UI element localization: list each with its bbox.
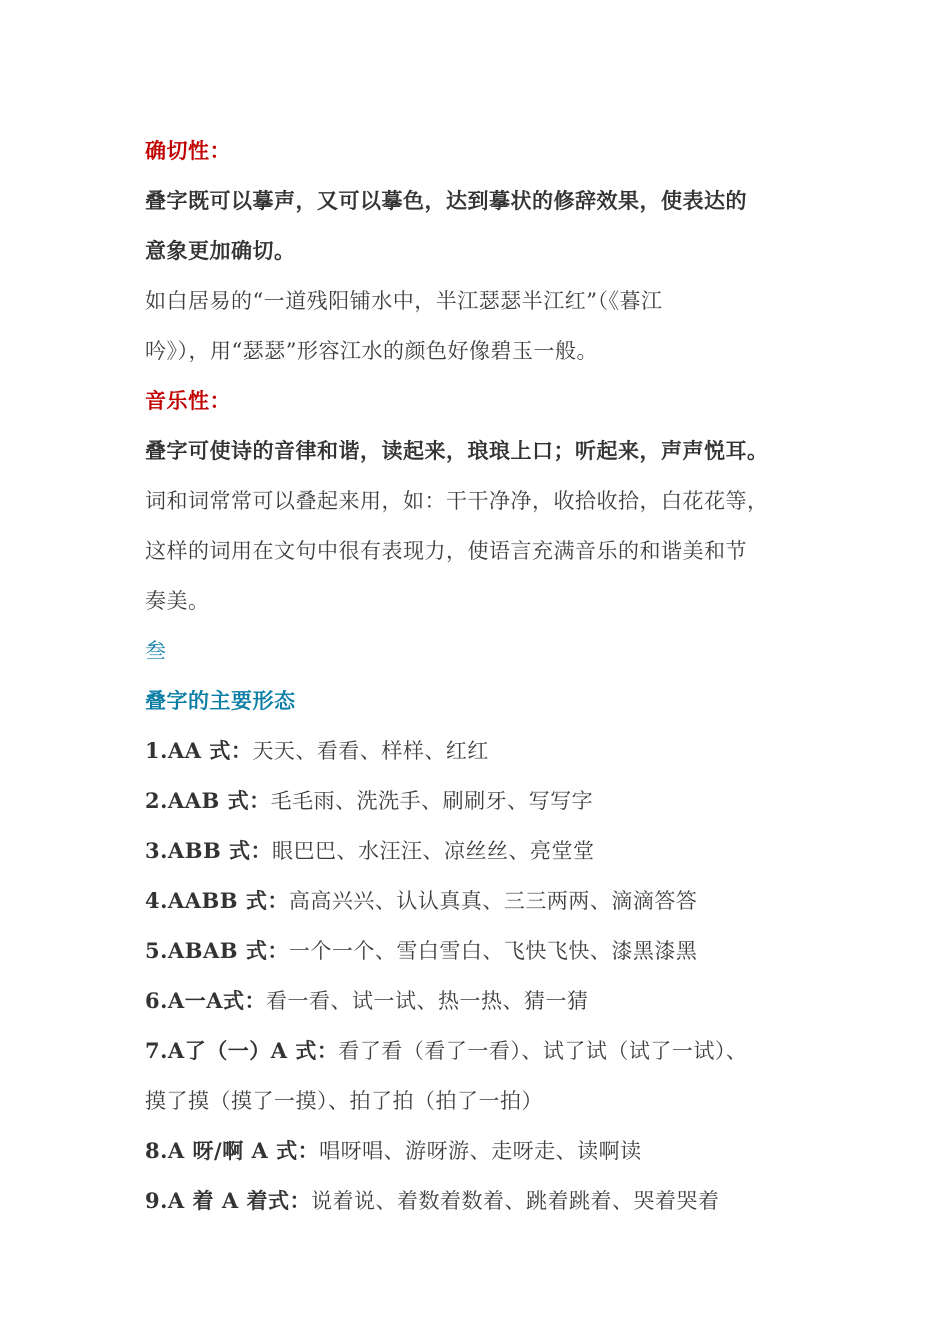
list-item — [145, 826, 825, 876]
section-number: 叁 — [145, 639, 167, 663]
music-line-2: 这样的词用在文句中很有表现力，使语言充满音乐的和谐美和节 — [145, 539, 747, 563]
section-title: 叠字的主要形态 — [145, 688, 296, 713]
list-item-text: 说着说、着数着数着、跳着跳着、哭着哭着 — [310, 1189, 720, 1213]
music-line-1: 词和词常常可以叠起来用，如：干干净净，收拾收拾，白花花等， — [145, 489, 769, 513]
music-line-3: 奏美。 — [145, 589, 210, 613]
list-item — [145, 1026, 825, 1076]
list-item-text: 看一看、试一试、热一热、猜一猜 — [266, 989, 589, 1013]
list-item-text: 高高兴兴、认认真真、三三两两、滴滴答答 — [288, 889, 698, 913]
list-item — [145, 876, 825, 926]
list-item-label: 2.AAB 式： — [145, 788, 271, 813]
precision-example-line-1: 如白居易的“一道残阳铺水中，半江瑟瑟半江红”（《暮江 — [145, 289, 663, 313]
list-item — [145, 976, 825, 1026]
document-page — [145, 126, 825, 1226]
heading-music: 音乐性： — [145, 388, 231, 413]
list-item-text: 毛毛雨、洗洗手、刷刷牙、写写字 — [270, 789, 594, 813]
list-item-text: 眼巴巴、水汪汪、凉丝丝、亮堂堂 — [272, 839, 595, 863]
precision-bold-line-1: 叠字既可以摹声，又可以摹色，达到摹状的修辞效果，使表达的 — [145, 188, 747, 213]
list-item-label: 7.A了（一）A 式： — [145, 1038, 339, 1063]
music-bold-line: 叠字可使诗的音律和谐，读起来，琅琅上口；听起来，声声悦耳。 — [145, 438, 769, 463]
list-item-text: 天天、看看、样样、红红 — [252, 739, 489, 763]
list-item-label: 8.A 呀/啊 A 式： — [145, 1138, 320, 1163]
heading-precision: 确切性： — [145, 138, 231, 163]
list-item-label: 5.ABAB 式： — [145, 938, 289, 963]
list-item-text: 看了看（看了一看）、试了试（试了一试）、 — [338, 1039, 748, 1063]
list-item-label: 1.AA 式： — [145, 738, 253, 763]
precision-example-line-2: 吟》），用“瑟瑟”形容江水的颜色好像碧玉一般。 — [145, 339, 598, 363]
precision-bold-line-2: 意象更加确切。 — [145, 238, 296, 263]
list-item-text: 一个一个、雪白雪白、飞快飞快、漆黑漆黑 — [288, 939, 698, 963]
list-item — [145, 1126, 825, 1176]
list-item-text: 唱呀唱、游呀游、走呀走、读啊读 — [319, 1139, 642, 1163]
list-item-label: 6.A一A式： — [145, 988, 267, 1013]
list-item-text: 摸了摸（摸了一摸）、拍了拍（拍了一拍） — [145, 1089, 543, 1113]
list-item-label: 3.ABB 式： — [145, 838, 273, 863]
list-item-continuation — [145, 1076, 825, 1126]
list-item — [145, 776, 825, 826]
list-item — [145, 726, 825, 776]
list-item-label: 4.AABB 式： — [145, 888, 289, 913]
list-item — [145, 1176, 825, 1226]
list-item-label: 9.A 着 A 着式： — [145, 1188, 311, 1213]
list-item — [145, 926, 825, 976]
